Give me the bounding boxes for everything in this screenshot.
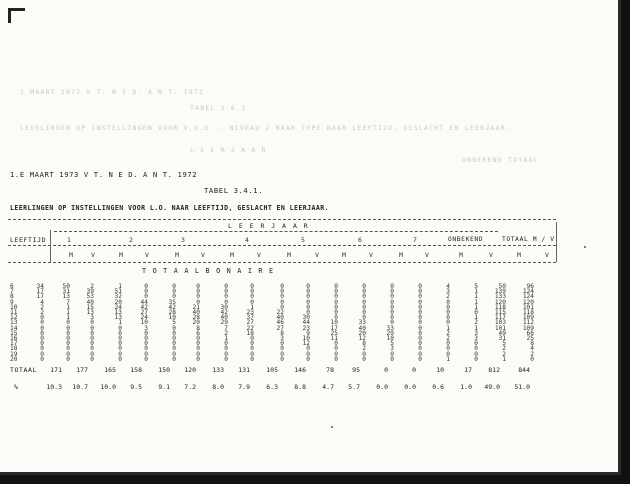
header-rule xyxy=(8,245,556,246)
data-column: 0 0 0 44 42 27 24 10 3 0 0 0 0 0 0 xyxy=(140,283,148,363)
data-column: 0 0 0 0 0 0 0 10 17 25 11 0 0 0 0 xyxy=(330,283,338,363)
age-column: 6 7 8 9 10 11 12 13 14 15 16 17 18 19 20 xyxy=(10,283,18,363)
ghost-date-line: 1 MAART 1972 V T. N E D. A N T. 1972 xyxy=(20,88,205,96)
sub-column-label: M xyxy=(230,251,234,259)
sub-column-label: M xyxy=(175,251,179,259)
total-cell: 146 xyxy=(294,366,306,374)
total-cell: 844 xyxy=(518,366,530,374)
corner-mark xyxy=(8,8,25,23)
percent-cell: 8.0 xyxy=(212,383,224,391)
leerjaar-label: L E E R J A A R xyxy=(228,222,310,230)
table-title: LEERLINGEN OP INSTELLINGEN VOOR L.O. NAAR LEEFTIJD, GESLACHT EN LEERJAAR. xyxy=(10,204,329,212)
sub-column-label: V xyxy=(201,251,205,259)
percent-cell: 10.0 xyxy=(100,383,116,391)
total-cell: 133 xyxy=(212,366,224,374)
data-column: 96 124 124 120 101 118 109 112 109 66 25 8 4 2 0 xyxy=(522,283,534,363)
total-cell: 105 xyxy=(266,366,278,374)
total-cell: 177 xyxy=(76,366,88,374)
percent-cell: 9.1 xyxy=(158,383,170,391)
total-cell: 95 xyxy=(352,366,360,374)
total-cell: 120 xyxy=(184,366,196,374)
column-divider xyxy=(50,230,51,262)
sub-column-label: V xyxy=(257,251,261,259)
data-column: 4 3 2 0 0 0 0 0 1 2 2 0 0 0 1 xyxy=(446,283,450,363)
percent-cell: 1.0 xyxy=(460,383,472,391)
year-5-label: 5 xyxy=(301,236,305,244)
year-3-label: 3 xyxy=(181,236,185,244)
total-cell: 171 xyxy=(50,366,62,374)
sub-column-label: M xyxy=(69,251,73,259)
percent-cell: 0.0 xyxy=(404,383,416,391)
data-column: 0 0 0 35 42 28 10 5 0 0 0 0 0 0 0 xyxy=(168,283,176,363)
year-7-label: 7 xyxy=(413,236,417,244)
percent-cell: 6.3 xyxy=(266,383,278,391)
sub-column-label: M xyxy=(287,251,291,259)
sub-column-label: V xyxy=(425,251,429,259)
total-cell: 150 xyxy=(158,366,170,374)
total-cell: 78 xyxy=(326,366,334,374)
onbekend-label: ONBEKEND xyxy=(448,236,484,243)
percent-cell: 51.0 xyxy=(514,383,530,391)
total-cell: 0 xyxy=(412,366,416,374)
totals-label: TOTAAL xyxy=(10,366,38,374)
data-column: 0 0 0 0 0 22 40 46 27 8 3 0 0 0 0 xyxy=(276,283,284,363)
total-cell: 10 xyxy=(436,366,444,374)
column-divider xyxy=(556,222,557,262)
percent-label: % xyxy=(14,383,19,391)
sub-column-label: V xyxy=(145,251,149,259)
percent-cell: 5.7 xyxy=(348,383,360,391)
data-column: 0 0 0 0 1 23 37 27 22 18 0 0 0 0 0 xyxy=(246,283,254,363)
data-column: 50 139 133 120 118 115 117 103 101 49 31 5 2 2 1 xyxy=(494,283,506,363)
sub-column-label: M xyxy=(399,251,403,259)
data-column: 0 0 0 0 30 42 40 29 7 2 1 0 0 0 0 xyxy=(220,283,228,363)
region-label: T O T A A L B O N A I R E xyxy=(142,267,275,275)
total-cell: 131 xyxy=(238,366,250,374)
year-4-label: 4 xyxy=(245,236,249,244)
data-column: 0 0 0 0 0 0 0 33 40 20 12 8 2 0 0 xyxy=(358,283,366,363)
subheader-bottom-rule xyxy=(8,262,556,263)
sub-column-label: V xyxy=(315,251,319,259)
percent-cell: 49.0 xyxy=(484,383,500,391)
percent-cell: 7.2 xyxy=(184,383,196,391)
data-column: 0 0 0 0 0 0 30 44 23 9 10 12 0 0 0 xyxy=(302,283,310,363)
date-line: 1.E MAART 1973 V T. N E D. A N T. 1972 xyxy=(10,170,198,179)
leerjaar-rule xyxy=(54,231,498,232)
scan-speck xyxy=(584,246,586,248)
sub-column-label: V xyxy=(91,251,95,259)
sub-column-label: V xyxy=(369,251,373,259)
percent-cell: 0.6 xyxy=(432,383,444,391)
total-cell: 165 xyxy=(104,366,116,374)
data-column: 0 0 0 0 0 0 0 0 0 0 0 0 0 0 0 xyxy=(418,283,422,363)
data-column: 50 31 13 7 1 1 1 0 0 0 0 0 0 0 0 xyxy=(62,283,70,363)
percent-cell: 4.7 xyxy=(322,383,334,391)
data-column: 0 0 0 0 0 0 0 0 33 29 10 5 3 0 0 xyxy=(386,283,394,363)
year-2-label: 2 xyxy=(129,236,133,244)
data-column: 34 17 17 4 2 2 0 0 0 0 0 0 0 0 0 xyxy=(36,283,44,363)
data-column: 5 1 1 1 1 0 1 2 1 3 3 0 0 0 0 xyxy=(474,283,478,363)
leeftijd-label: LEEFTIJD xyxy=(10,236,47,244)
ghost-leerjaar-label: L E E R J A A R xyxy=(190,146,267,154)
percent-cell: 7.9 xyxy=(238,383,250,391)
total-cell: 158 xyxy=(130,366,142,374)
ghost-table-number: TABEL 3.6.1. xyxy=(190,104,252,112)
percent-cell: 0.0 xyxy=(376,383,388,391)
percent-cell: 10.7 xyxy=(72,383,88,391)
percent-cell: 9.5 xyxy=(130,383,142,391)
scan-speck xyxy=(331,426,333,428)
totaal-label: TOTAAL M / V xyxy=(502,236,555,243)
total-cell: 0 xyxy=(384,366,388,374)
table-number: TABEL 3.4.1. xyxy=(204,186,264,195)
sub-column-label: M xyxy=(342,251,346,259)
sub-column-label: V xyxy=(489,251,493,259)
data-column: 2 39 53 40 15 13 3 0 0 0 0 0 0 0 0 xyxy=(86,283,94,363)
top-rule xyxy=(8,219,556,220)
sub-column-label: V xyxy=(545,251,549,259)
percent-cell: 10.3 xyxy=(46,383,62,391)
year-1-label: 1 xyxy=(67,236,71,244)
ghost-title: LEERLINGEN OP INSTELLINGEN VOOR V.O.O. - NIVEAU 2 NAAR TYPE NAAR LEEFTIJD, GESLACHT EN LEERJAAR. xyxy=(20,124,511,132)
data-column: 0 0 0 0 21 40 28 20 8 6 0 0 0 0 0 xyxy=(192,283,200,363)
sub-column-label: M xyxy=(459,251,463,259)
total-cell: 17 xyxy=(464,366,472,374)
total-cell: 812 xyxy=(488,366,500,374)
ghost-onbekend-totaal: ONBEKEND TOTAAL xyxy=(462,156,539,164)
sub-column-label: M xyxy=(119,251,123,259)
sub-column-label: M xyxy=(517,251,521,259)
data-column: 1 51 32 20 24 13 13 1 0 0 0 0 0 0 0 xyxy=(114,283,122,363)
year-6-label: 6 xyxy=(358,236,362,244)
percent-cell: 8.8 xyxy=(294,383,306,391)
